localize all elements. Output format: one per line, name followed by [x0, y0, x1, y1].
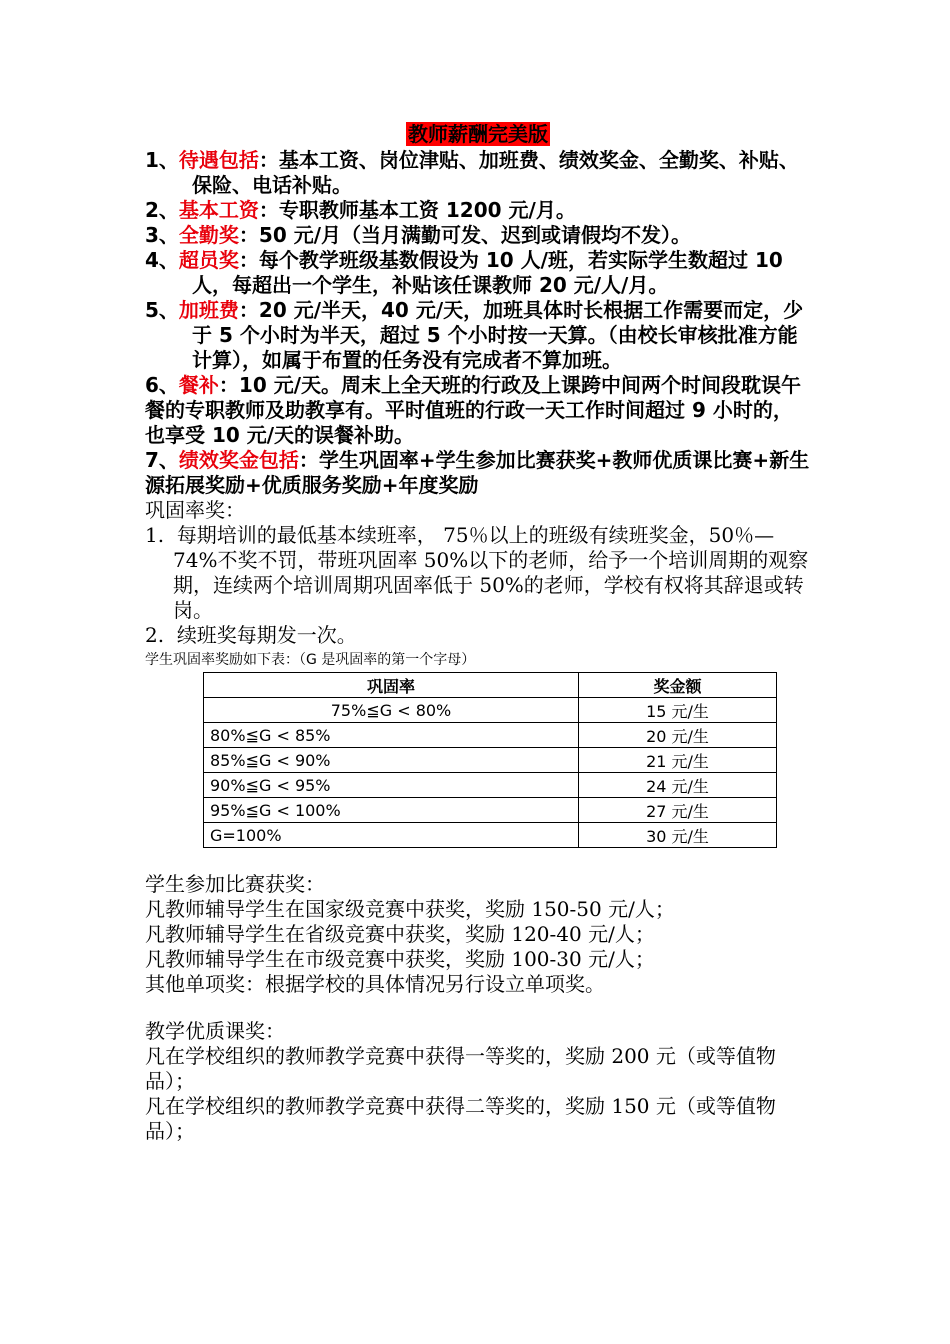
list-text: 续班奖每期发一次。	[176, 623, 357, 647]
quality-line-1: 凡在学校组织的教师教学竞赛中获得一等奖的，奖励 200 元（或等值物品）；	[145, 1044, 776, 1093]
item-key: 待遇包括	[178, 148, 259, 172]
benefit-item-1	[145, 148, 811, 198]
item-text: ：50 元/月（当月满勤可发、迟到或请假均不发）。	[238, 223, 692, 247]
benefit-item-2	[145, 198, 811, 223]
competition-line-1: 凡教师辅导学生在国家级竞赛中获奖，奖励 150-50 元/人；	[145, 897, 675, 921]
item-text: ：学生巩固率+学生参加比赛获奖+教师优质课比赛+新生源拓展奖励+优质服务奖励+年度奖励	[145, 448, 810, 497]
amount-cell: 20 元/生	[579, 723, 777, 748]
spacer	[145, 848, 811, 872]
benefit-items	[145, 148, 811, 498]
item-key: 全勤奖	[178, 223, 239, 247]
competition-line-3: 凡教师辅导学生在市级竞赛中获奖，奖励 100-30 元/人；	[145, 947, 655, 971]
rate-cell: 95%≦G < 100%	[204, 798, 579, 823]
document-page	[145, 122, 811, 1144]
quality-line-2: 凡在学校组织的教师教学竞赛中获得二等奖的，奖励 150 元（或等值物品）；	[145, 1094, 776, 1143]
list-number: 1.	[145, 523, 165, 547]
item-number: 3、	[145, 223, 179, 247]
item-key: 超员奖	[178, 248, 239, 272]
amount-cell: 24 元/生	[579, 773, 777, 798]
amount-cell: 30 元/生	[579, 823, 777, 848]
item-text: ：专职教师基本工资 1200 元/月。	[258, 198, 576, 222]
rate-cell: 80%≦G < 85%	[204, 723, 579, 748]
item-text: ：20 元/半天，40 元/天，加班具体时长根据工作需要而定，少于 5 个小时为半天，超过 5 个小时按一天算。（由校长审核批准方能计算），如属于布置的任务没有完成者不算加班。	[192, 298, 804, 372]
benefit-item-3	[145, 223, 811, 248]
table-row	[204, 798, 777, 823]
rate-cell: 75%≦G < 80%	[204, 698, 579, 723]
rate-cell: 90%≦G < 95%	[204, 773, 579, 798]
table-row	[204, 748, 777, 773]
item-text: ：10 元/天。周末上全天班的行政及上课跨中间两个时间段耽误午餐的专职教师及助教享有。平时值班的行政一天工作时间超过 9 小时的，也享受 10 元/天的误餐补助。	[145, 373, 802, 447]
benefit-item-4	[145, 248, 811, 298]
table-row	[204, 698, 777, 723]
retention-list-item-1	[145, 523, 811, 623]
retention-list-item-2	[145, 623, 811, 648]
spacer	[145, 997, 811, 1019]
item-number: 2、	[145, 198, 179, 222]
retention-heading: 巩固率奖：	[145, 498, 245, 522]
benefit-item-6	[145, 373, 811, 448]
item-number: 5、	[145, 298, 179, 322]
page-title: 教师薪酬完美版	[408, 122, 548, 146]
title-wrap	[145, 122, 811, 146]
rate-cell: 85%≦G < 90%	[204, 748, 579, 773]
item-number: 1、	[145, 148, 179, 172]
competition-line-4: 其他单项奖：根据学校的具体情况另行设立单项奖。	[145, 972, 605, 996]
table-row	[204, 773, 777, 798]
item-key: 加班费	[178, 298, 239, 322]
header-rate: 巩固率	[204, 673, 579, 698]
item-text: ：每个教学班级基数假设为 10 人/班，若实际学生数超过 10 人，每超出一个学生，补贴该任课教师 20 元/人/月。	[192, 248, 783, 297]
item-key: 基本工资	[178, 198, 259, 222]
item-key: 绩效奖金包括	[178, 448, 299, 472]
header-amount: 奖金额	[579, 673, 777, 698]
benefit-item-5	[145, 298, 811, 373]
item-number: 4、	[145, 248, 179, 272]
item-number: 6、	[145, 373, 179, 397]
item-key: 餐补	[178, 373, 219, 397]
quality-heading: 教学优质课奖：	[145, 1019, 285, 1043]
item-text: ：基本工资、岗位津贴、加班费、绩效奖金、全勤奖、补贴、保险、电话补贴。	[192, 148, 799, 197]
benefit-item-7	[145, 448, 811, 498]
amount-cell: 27 元/生	[579, 798, 777, 823]
competition-heading: 学生参加比赛获奖：	[145, 872, 325, 896]
rate-cell: G=100%	[204, 823, 579, 848]
retention-reward-table	[203, 672, 777, 848]
item-number: 7、	[145, 448, 179, 472]
amount-cell: 21 元/生	[579, 748, 777, 773]
table-caption: 学生巩固率奖励如下表：（G 是巩固率的第一个字母）	[145, 652, 476, 668]
table-row	[204, 823, 777, 848]
amount-cell: 15 元/生	[579, 698, 777, 723]
list-text: 每期培训的最低基本续班率， 75％以上的班级有续班奖金，50％—74%不奖不罚，带班巩固率 50%以下的老师，给予一个培训周期的观察期，连续两个培训周期巩固率低于 50%的老师，学校有权将其辞退或转岗。	[173, 523, 809, 622]
list-number: 2.	[145, 623, 165, 647]
table-row	[204, 723, 777, 748]
table-header-row	[204, 673, 777, 698]
competition-line-2: 凡教师辅导学生在省级竞赛中获奖，奖励 120-40 元/人；	[145, 922, 655, 946]
